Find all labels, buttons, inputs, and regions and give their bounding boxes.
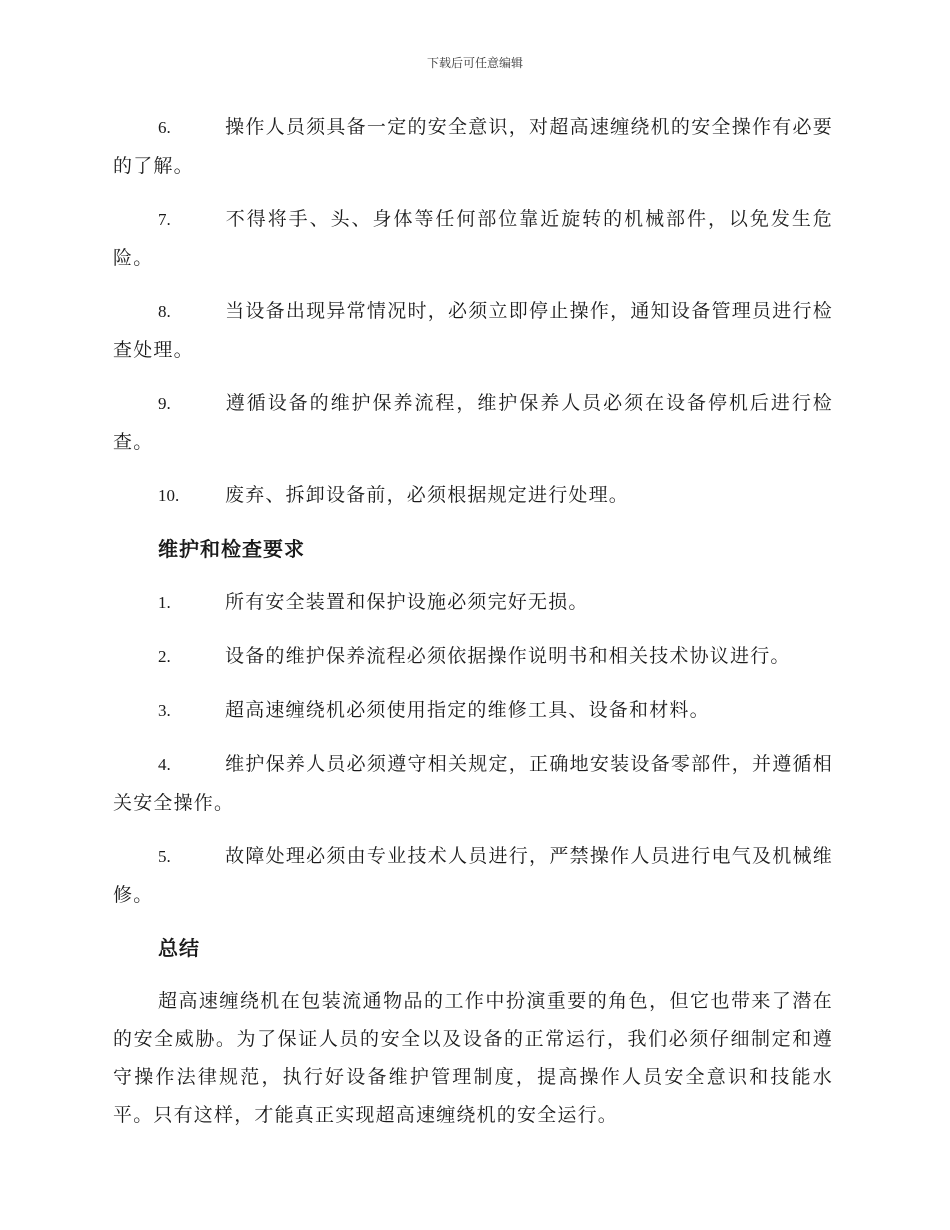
list-item-number: 8. bbox=[158, 302, 171, 321]
list-item-text: 设备的维护保养流程必须依据操作说明书和相关技术协议进行。 bbox=[225, 645, 791, 667]
list-item-text: 废弃、拆卸设备前，必须根据规定进行处理。 bbox=[225, 484, 630, 506]
list-item-number: 5. bbox=[158, 847, 171, 866]
list-item-number: 1. bbox=[158, 593, 171, 612]
list-item-text: 维护保养人员必须遵守相关规定，正确地安装设备零部件，并遵循相关安全操作。 bbox=[113, 753, 833, 814]
maintenance-item-2 bbox=[113, 637, 833, 676]
list-item-number: 3. bbox=[158, 701, 171, 720]
list-item-text: 遵循设备的维护保养流程，维护保养人员必须在设备停机后进行检查。 bbox=[113, 392, 833, 453]
section-heading-maintenance: 维护和检查要求 bbox=[158, 537, 305, 561]
list-item-text: 所有安全装置和保护设施必须完好无损。 bbox=[225, 591, 589, 613]
list-item-7 bbox=[113, 200, 833, 277]
list-item-number: 9. bbox=[158, 394, 171, 413]
list-item-9 bbox=[113, 384, 833, 461]
list-item-text: 故障处理必须由专业技术人员进行，严禁操作人员进行电气及机械维修。 bbox=[113, 845, 833, 906]
maintenance-item-5 bbox=[113, 837, 833, 914]
list-item-6 bbox=[113, 108, 833, 185]
list-item-number: 2. bbox=[158, 647, 171, 666]
list-item-text: 超高速缠绕机必须使用指定的维修工具、设备和材料。 bbox=[225, 699, 710, 721]
section-heading-summary: 总结 bbox=[158, 936, 200, 960]
list-item-text: 操作人员须具备一定的安全意识，对超高速缠绕机的安全操作有必要的了解。 bbox=[113, 116, 833, 177]
list-item-number: 6. bbox=[158, 118, 171, 137]
list-item-8 bbox=[113, 292, 833, 369]
maintenance-item-1 bbox=[113, 583, 833, 622]
list-item-10 bbox=[113, 476, 833, 515]
maintenance-item-4 bbox=[113, 745, 833, 822]
maintenance-item-3 bbox=[113, 691, 833, 730]
summary-paragraph: 超高速缠绕机在包装流通物品的工作中扮演重要的角色，但它也带来了潜在的安全威胁。为了保证人员的安全以及设备的正常运行，我们必须仔细制定和遵守操作法律规范，执行好设备维护管理制度，提高操作人员安全意识和技能水平。只有这样，才能真正实现超高速缠绕机的安全运行。 bbox=[113, 990, 833, 1126]
list-item-text: 当设备出现异常情况时，必须立即停止操作，通知设备管理员进行检查处理。 bbox=[113, 300, 833, 361]
list-item-number: 4. bbox=[158, 755, 171, 774]
list-item-text: 不得将手、头、身体等任何部位靠近旋转的机械部件，以免发生危险。 bbox=[113, 208, 833, 269]
list-item-number: 10. bbox=[158, 486, 180, 505]
page-header-note: 下载后可任意编辑 bbox=[426, 56, 523, 70]
list-item-number: 7. bbox=[158, 210, 171, 229]
document-body bbox=[113, 108, 833, 1134]
